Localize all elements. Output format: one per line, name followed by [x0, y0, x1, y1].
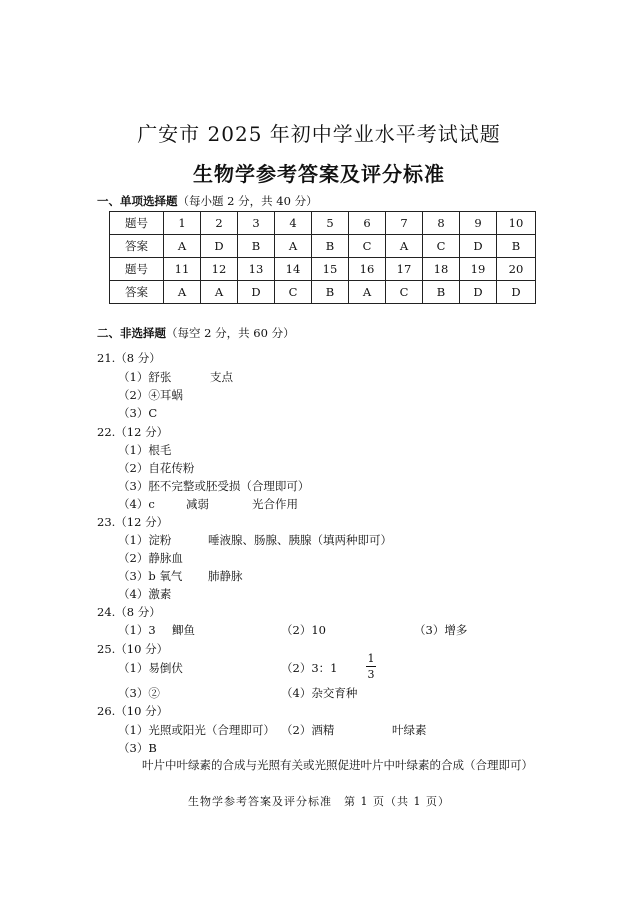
- table-cell: 2: [201, 212, 238, 235]
- q23-answer-3b: 肺静脉: [208, 569, 243, 583]
- table-cell: 7: [386, 212, 423, 235]
- q26-heading: 26.（10 分）: [97, 704, 169, 718]
- q21-answer-1b: 支点: [210, 370, 233, 384]
- answer-table: [109, 211, 536, 304]
- table-cell: 11: [164, 258, 201, 281]
- q25-fraction: [366, 652, 376, 681]
- q22-answer-3: （3）胚不完整或胚受损（合理即可）: [118, 479, 310, 493]
- section2-heading: [97, 325, 295, 341]
- q22-answer-4a: （4）c: [118, 497, 155, 511]
- q26-answer-2b: 叶绿素: [392, 723, 427, 737]
- q25-answer-3: （3）②: [118, 686, 160, 700]
- table-cell: 12: [201, 258, 238, 281]
- fraction-numerator: 1: [367, 652, 375, 665]
- table-cell: 20: [497, 258, 536, 281]
- table-cell: A: [275, 235, 312, 258]
- section1-label: 一、单项选择题: [97, 194, 178, 208]
- section1-heading: [97, 193, 318, 209]
- table-cell: 5: [312, 212, 349, 235]
- q23-answer-3a: （3）b 氧气: [118, 569, 183, 583]
- q25-answer-4: （4）杂交育种: [281, 686, 358, 700]
- table-cell: 18: [423, 258, 460, 281]
- table-cell: B: [497, 235, 536, 258]
- q26-answer-2a: （2）酒精: [281, 723, 335, 737]
- q26-answer-3-explanation: 叶片中叶绿素的合成与光照有关或光照促进叶片中叶绿素的合成（合理即可）: [142, 758, 533, 772]
- page-subtitle: 生物学参考答案及评分标准: [193, 162, 445, 186]
- q24-answer-3: （3）增多: [414, 623, 468, 637]
- q23-answer-4: （4）激素: [118, 587, 172, 601]
- table-cell: A: [164, 281, 201, 304]
- table-cell: D: [497, 281, 536, 304]
- q23-answer-2: （2）静脉血: [118, 551, 183, 565]
- table-cell: 10: [497, 212, 536, 235]
- q25-answer-2a: （2）3：1: [281, 661, 338, 675]
- q22-answer-2: （2）自花传粉: [118, 461, 195, 475]
- q26-answer-1: （1）光照或阳光（合理即可）: [118, 723, 275, 737]
- table-cell: D: [238, 281, 275, 304]
- q24-heading: 24.（8 分）: [97, 605, 161, 619]
- q22-answer-4c: 光合作用: [252, 497, 298, 511]
- table-cell: 15: [312, 258, 349, 281]
- q24-answer-1a: （1）3: [118, 623, 156, 637]
- table-cell: B: [423, 281, 460, 304]
- table-cell: 19: [460, 258, 497, 281]
- table-cell: C: [423, 235, 460, 258]
- table-row: [110, 235, 536, 258]
- fraction-bar: [366, 666, 376, 667]
- section2-note: （每空 2 分，共 60 分）: [166, 326, 295, 340]
- q22-answer-4b: 减弱: [186, 497, 209, 511]
- q22-answer-1: （1）根毛: [118, 443, 172, 457]
- q25-heading: 25.（10 分）: [97, 642, 169, 656]
- table-cell: D: [460, 235, 497, 258]
- section1-note: （每小题 2 分，共 40 分）: [177, 194, 318, 208]
- table-header-cell: 答案: [110, 235, 164, 258]
- q25-answer-1: （1）易倒伏: [118, 661, 183, 675]
- table-cell: C: [386, 281, 423, 304]
- q21-answer-3: （3）C: [118, 406, 158, 420]
- q21-answer-2: （2）④耳蜗: [118, 388, 183, 402]
- q23-answer-1b: 唾液腺、肠腺、胰腺（填两种即可）: [208, 533, 392, 547]
- table-cell: D: [460, 281, 497, 304]
- table-cell: 4: [275, 212, 312, 235]
- table-cell: A: [164, 235, 201, 258]
- table-row: [110, 281, 536, 304]
- page-footer: 生物学参考答案及评分标准 第 1 页（共 1 页）: [188, 795, 450, 808]
- fraction-denominator: 3: [367, 668, 375, 681]
- table-row: [110, 212, 536, 235]
- table-cell: B: [238, 235, 275, 258]
- page-title: 广安市 2025 年初中学业水平考试试题: [137, 122, 501, 146]
- table-cell: 6: [349, 212, 386, 235]
- table-row: [110, 258, 536, 281]
- table-cell: 16: [349, 258, 386, 281]
- table-cell: 17: [386, 258, 423, 281]
- q23-answer-1a: （1）淀粉: [118, 533, 172, 547]
- q22-heading: 22.（12 分）: [97, 425, 169, 439]
- section2-label: 二、非选择题: [97, 326, 166, 340]
- q24-answer-1b: 鲫鱼: [172, 623, 195, 637]
- table-cell: C: [275, 281, 312, 304]
- table-cell: 13: [238, 258, 275, 281]
- table-cell: 8: [423, 212, 460, 235]
- q21-heading: 21.（8 分）: [97, 351, 161, 365]
- table-cell: 3: [238, 212, 275, 235]
- q23-heading: 23.（12 分）: [97, 515, 169, 529]
- q21-answer-1a: （1）舒张: [118, 370, 172, 384]
- table-cell: A: [349, 281, 386, 304]
- q26-answer-3: （3）B: [118, 741, 157, 755]
- table-header-cell: 题号: [110, 212, 164, 235]
- table-cell: 1: [164, 212, 201, 235]
- table-header-cell: 答案: [110, 281, 164, 304]
- table-cell: 9: [460, 212, 497, 235]
- table-header-cell: 题号: [110, 258, 164, 281]
- table-cell: A: [201, 281, 238, 304]
- table-cell: B: [312, 235, 349, 258]
- q24-answer-2: （2）10: [281, 623, 326, 637]
- table-cell: B: [312, 281, 349, 304]
- table-cell: D: [201, 235, 238, 258]
- table-cell: C: [349, 235, 386, 258]
- table-cell: 14: [275, 258, 312, 281]
- table-cell: A: [386, 235, 423, 258]
